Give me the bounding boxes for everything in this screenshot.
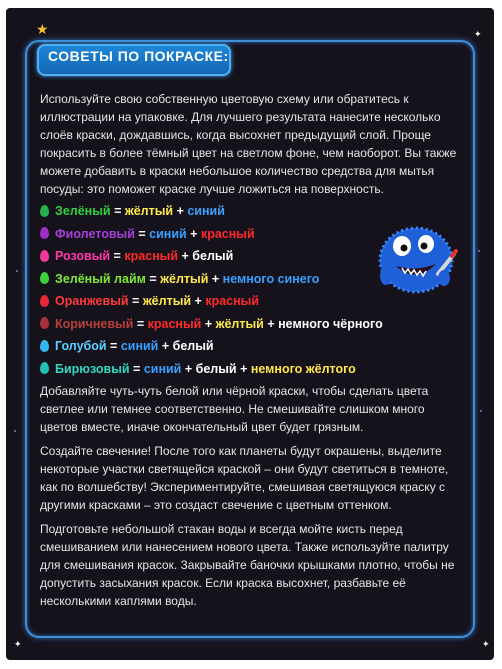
intro-paragraph: Используйте свою собственную цветовую схему или обратитесь к иллюстрации на упаковке. Для лучшего результата нанесите несколько слоёв краски, дождавшись, когда высохнет предыдущий слой. Проще покрасить в более тёмный цвет на светлом фоне, чем наоборот. Вы также можете добавить в краски небольшое количество средства для мытья посуды: это поможет краске лучше ложиться на поверхность.	[40, 92, 457, 196]
mix-result-label: Коричневый	[55, 316, 134, 331]
decor-dot	[478, 250, 480, 252]
color-mix-row	[40, 362, 356, 384]
tips-paragraph-glow: Создайте свечение! После того как планеты будут окрашены, выделите некоторые участки светящейся краской – они будут светиться в темноте, как по волшебству! Экспериментируйте, смешивая светящуюся краску с другими красками – это создаст свечение с цветным оттенком.	[40, 444, 449, 512]
star-icon: ✦	[474, 29, 482, 39]
mix-result-label: Розовый	[55, 249, 111, 263]
mix-part-label: красный	[205, 294, 260, 308]
mix-part-label: синий	[187, 204, 225, 218]
mix-part-label: =	[106, 339, 121, 353]
decor-dot	[14, 430, 16, 432]
decor-dot	[16, 270, 18, 272]
mix-result-label: Зелёный лайм	[55, 271, 146, 286]
mix-part-label: =	[128, 294, 143, 308]
tips-paragraph-lightness: Добавляйте чуть-чуть белой или чёрной краски, чтобы сделать цвета светлее или темнее соответственно. Не смешивайте слишком много цветов вместе, иначе окончательный цвет будет грязным.	[40, 384, 429, 434]
mix-part-label: синий	[120, 339, 159, 353]
mix-part-label: =	[110, 204, 125, 218]
color-mix-row	[40, 249, 233, 271]
mix-part-label: +	[201, 316, 216, 331]
mix-part-label: + немного чёрного	[263, 316, 383, 331]
color-mix-row	[40, 339, 214, 361]
mix-part-label: =	[145, 271, 161, 286]
mix-part-label: жёлтый	[215, 316, 264, 331]
tips-paragraph-care: Подготовьте небольшой стакан воды и всегда мойте кисть перед смешиванием или нанесением нового цвета. Также используйте палитру для смешивания красок. Закрывайте баночки крышками плотно, чтобы не допустить засыхания красок. Если краска высохнет, разбавьте её несколькими каплями воды.	[40, 522, 455, 608]
mix-part-label: + белый	[178, 249, 234, 263]
paint-drop-icon	[40, 362, 49, 374]
color-mix-row	[40, 317, 383, 339]
mix-part-label: + белый	[158, 339, 214, 353]
star-icon: ✦	[14, 639, 22, 649]
mix-result-label: Зелёный	[55, 204, 111, 218]
monster-illustration	[372, 214, 460, 298]
paint-drop-icon	[40, 295, 49, 307]
mix-result-label: Бирюзовый	[55, 361, 130, 376]
paint-drop-icon	[40, 317, 49, 329]
mix-part-label: жёлтый	[142, 294, 192, 308]
mix-part-label: синий	[149, 226, 187, 241]
mix-part-label: жёлтый	[124, 204, 174, 218]
mix-part-label: +	[191, 294, 206, 308]
color-mix-row	[40, 204, 225, 226]
mix-result-label: Фиолетовый	[55, 226, 135, 241]
mix-part-label: =	[134, 226, 150, 241]
mix-part-label: немного синего	[222, 271, 320, 286]
color-mix-row	[40, 294, 259, 316]
paint-drop-icon	[40, 250, 49, 262]
mix-part-label: =	[110, 249, 125, 263]
star-icon: ✦	[482, 639, 490, 649]
mix-part-label: + белый +	[181, 361, 251, 376]
mix-part-label: красный	[200, 226, 255, 241]
mix-part-label: красный	[124, 249, 179, 263]
mix-part-label: =	[133, 316, 148, 331]
paint-drop-icon	[40, 227, 49, 239]
mix-part-label: +	[208, 271, 223, 286]
paint-drop-icon	[40, 340, 49, 352]
mix-part-label: =	[129, 361, 144, 376]
mix-result-label: Оранжевый	[55, 294, 129, 308]
mix-part-label: синий	[143, 361, 182, 376]
mix-result-label: Голубой	[55, 339, 107, 353]
mix-part-label: красный	[147, 316, 202, 331]
mix-part-label: немного жёлтого	[250, 361, 356, 376]
paint-drop-icon	[40, 205, 49, 217]
page-title: СОВЕТЫ ПО ПОКРАСКЕ:	[48, 48, 229, 64]
decor-dot	[480, 410, 482, 412]
mix-part-label: +	[173, 204, 188, 218]
star-icon: ★	[36, 21, 49, 37]
mix-part-label: +	[186, 226, 201, 241]
color-mix-row	[40, 272, 319, 294]
paint-drop-icon	[40, 272, 49, 284]
color-mix-row	[40, 227, 255, 249]
mix-part-label: жёлтый	[160, 271, 209, 286]
